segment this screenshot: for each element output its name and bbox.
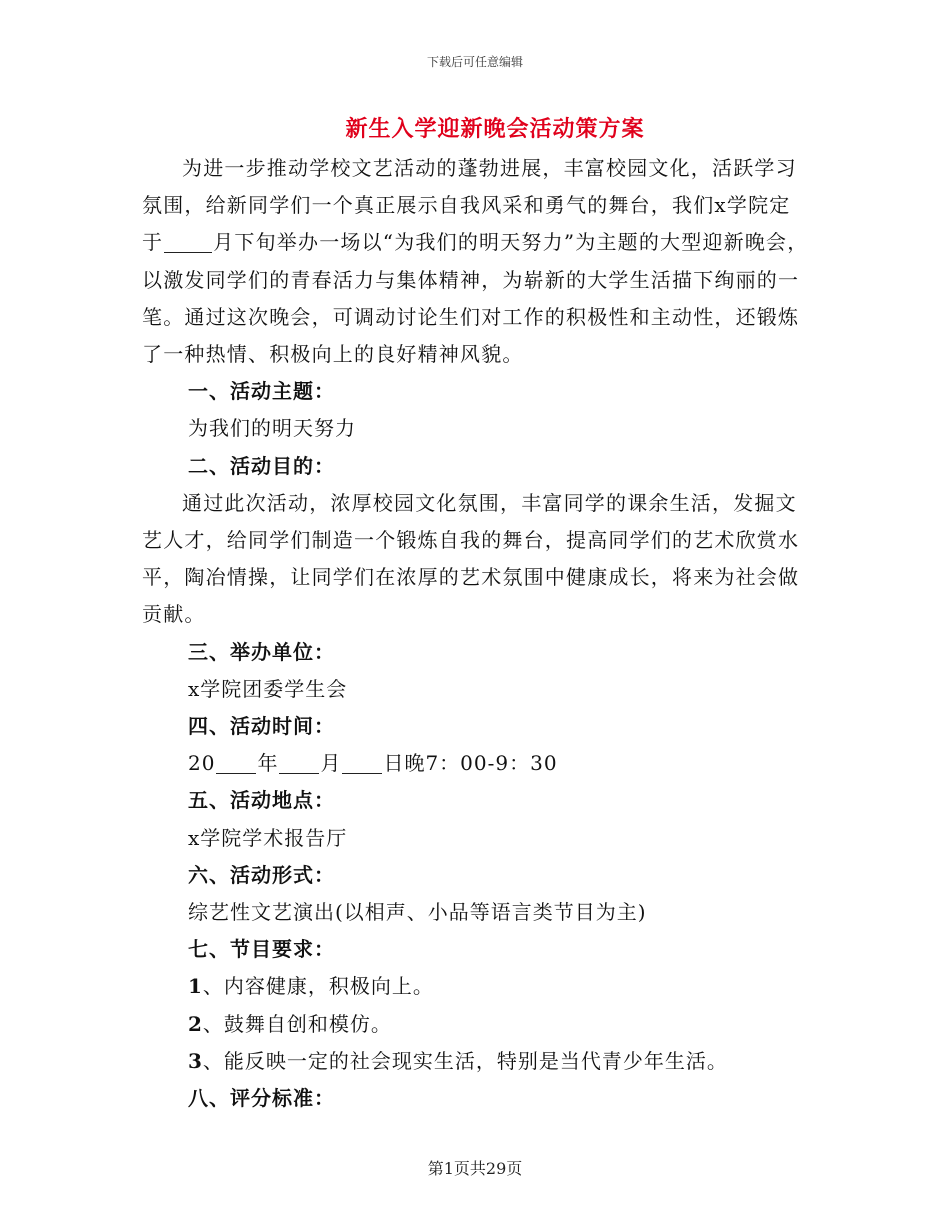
section-text-organizer: x学院团委学生会 <box>188 676 348 701</box>
requirement-number: 1 <box>188 974 203 999</box>
intro-text-before-blank: 为进一步推动学校文艺活动的蓬勃进展，丰富校园文化，活跃学习氛围，给新同学们一个真正展示自我风采和勇气的舞台，我们x学院定于 <box>142 156 797 255</box>
document-body <box>142 150 810 1117</box>
intro-text-after-blank: 月下旬举办一场以“为我们的明天努力”为主题的大型迎新晚会，以激发同学们的青春活力与集体精神，为崭新的大学生活描下绚丽的一笔。通过这次晚会，可调动讨论生们对工作的积极性和主动性，还锻炼了一种热情、积极向上的良好精神风貌。 <box>142 230 809 367</box>
requirement-item <box>142 968 810 1005</box>
time-year-label: 年 <box>257 751 279 776</box>
month-blank <box>164 232 212 253</box>
section-heading-purpose: 二、活动目的： <box>188 453 335 478</box>
page-footer: 第1页共29页 <box>427 1159 523 1178</box>
requirement-number: 3 <box>188 1048 203 1073</box>
section-heading-venue: 五、活动地点： <box>188 788 335 813</box>
month-blank-2 <box>279 753 319 774</box>
section-heading-form: 六、活动形式： <box>188 862 335 887</box>
requirement-text: 、内容健康，积极向上。 <box>202 974 434 999</box>
requirement-text: 、鼓舞自创和模仿。 <box>202 1011 392 1036</box>
section-text-venue: x学院学术报告厅 <box>188 825 348 850</box>
time-year-prefix: 20 <box>188 751 216 776</box>
section-heading-requirements: 七、节目要求： <box>188 937 335 962</box>
section-text-time <box>142 745 810 782</box>
section-heading-organizer: 三、举办单位： <box>188 639 335 664</box>
year-blank <box>216 753 256 774</box>
header-note: 下载后可任意编辑 <box>426 55 523 69</box>
document-title: 新生入学迎新晚会活动策方案 <box>345 116 645 142</box>
requirement-item <box>142 1043 810 1080</box>
day-blank <box>342 753 382 774</box>
section-text-theme: 为我们的明天努力 <box>188 416 356 441</box>
time-day-and-hours: 日晚7：00-9：30 <box>383 751 558 776</box>
requirement-item <box>142 1006 810 1043</box>
section-heading-scoring: 八、评分标准： <box>188 1086 335 1111</box>
section-text-form: 综艺性文艺演出(以相声、小品等语言类节目为主) <box>188 900 647 925</box>
requirement-text: 、能反映一定的社会现实生活，特别是当代青少年生活。 <box>202 1048 728 1073</box>
section-text-purpose: 通过此次活动，浓厚校园文化氛围，丰富同学的课余生活，发掘文艺人才，给同学们制造一个锻炼自我的舞台，提高同学们的艺术欣赏水平，陶冶情操，让同学们在浓厚的艺术氛围中健康成长，将来为社会做贡献。 <box>142 490 800 627</box>
section-heading-time: 四、活动时间： <box>188 714 335 739</box>
section-heading-theme: 一、活动主题： <box>188 379 335 404</box>
requirement-number: 2 <box>188 1011 203 1036</box>
intro-paragraph <box>142 150 810 373</box>
time-month-label: 月 <box>320 751 342 776</box>
